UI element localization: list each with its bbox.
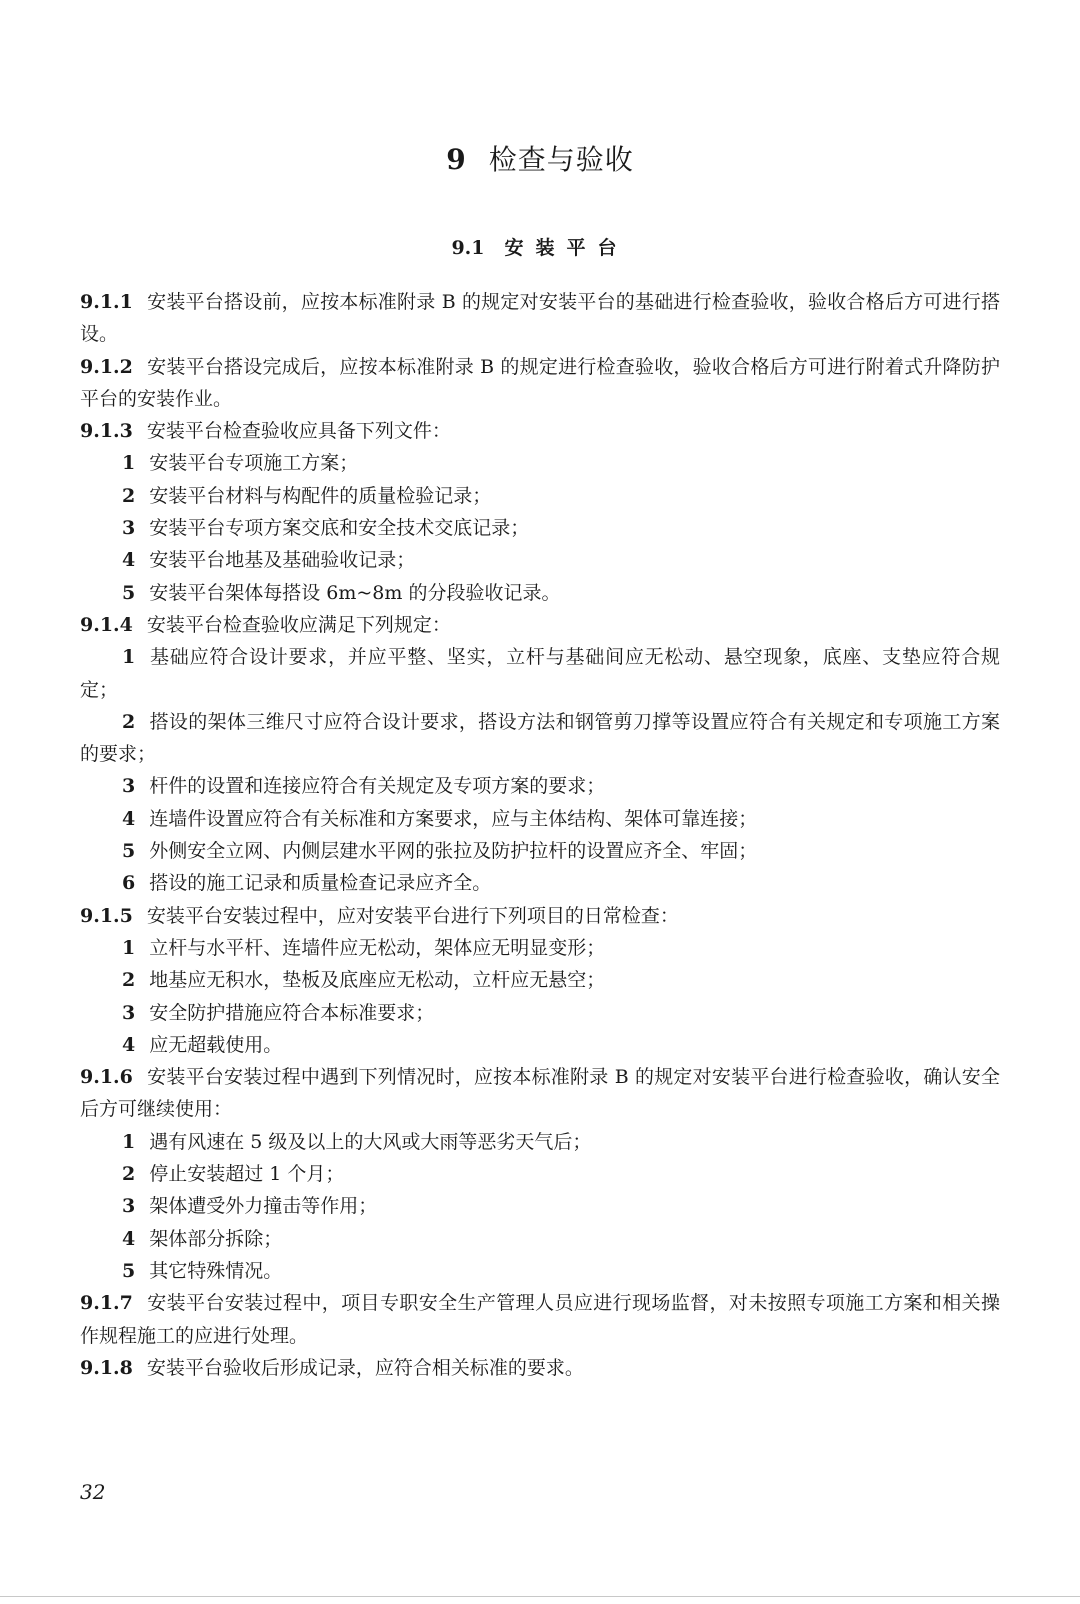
clause-paragraph (80, 415, 1000, 447)
list-item-number: 3 (122, 1001, 136, 1024)
section-number: 9.1 (451, 237, 485, 259)
page-number: 32 (80, 1480, 106, 1504)
list-item-number: 3 (122, 517, 136, 540)
list-item (80, 706, 1000, 771)
list-item (80, 1223, 1000, 1255)
clause-paragraph (80, 286, 1000, 351)
list-item (80, 641, 1000, 706)
list-item-number: 6 (122, 872, 136, 895)
list-item-text: 安装平台架体每搭设 6m~8m 的分段验收记录。 (149, 581, 561, 604)
list-item-text: 安装平台材料与构配件的质量检验记录； (149, 484, 492, 507)
clause-number: 9.1.7 (80, 1292, 133, 1315)
list-item-number: 2 (122, 1163, 136, 1186)
list-item-text: 杆件的设置和连接应符合有关规定及专项方案的要求； (149, 775, 606, 798)
list-item-text: 安装平台地基及基础验收记录； (149, 549, 416, 572)
clause-number: 9.1.3 (80, 420, 133, 443)
list-item-number: 3 (122, 775, 136, 798)
section-title-text: 安装平台 (504, 237, 629, 259)
clause-paragraph (80, 351, 1000, 416)
list-item-number: 1 (122, 936, 136, 959)
list-item-text: 停止安装超过 1 个月； (149, 1163, 345, 1186)
clause-number: 9.1.2 (80, 355, 133, 378)
list-item-text: 外侧安全立网、内侧层建水平网的张拉及防护拉杆的设置应齐全、牢固； (149, 840, 758, 863)
clause-text: 安装平台搭设完成后，应按本标准附录 B 的规定进行检查验收，验收合格后方可进行附着式升降防护平台的安装作业。 (80, 355, 1000, 410)
list-item-number: 1 (122, 646, 136, 669)
list-item-text: 遇有风速在 5 级及以上的大风或大雨等恶劣天气后； (149, 1130, 592, 1153)
list-item (80, 1158, 1000, 1190)
list-item-text: 应无超载使用。 (149, 1033, 283, 1056)
list-item (80, 964, 1000, 996)
list-item (80, 835, 1000, 867)
list-item-number: 4 (122, 1227, 136, 1250)
clause-text: 安装平台检查验收应满足下列规定： (146, 613, 451, 636)
list-item (80, 544, 1000, 576)
clause-paragraph (80, 1352, 1000, 1384)
list-item-text: 安全防护措施应符合本标准要求； (149, 1001, 435, 1024)
list-item (80, 1255, 1000, 1287)
clause-number: 9.1.5 (80, 904, 133, 927)
list-item-text: 地基应无积水，垫板及底座应无松动，立杆应无悬空； (149, 969, 606, 992)
list-item (80, 1190, 1000, 1222)
list-item (80, 512, 1000, 544)
clause-number: 9.1.6 (80, 1066, 133, 1089)
list-item-number: 1 (122, 1130, 136, 1153)
clause-text: 安装平台安装过程中，项目专职安全生产管理人员应进行现场监督，对未按照专项施工方案和相关操作规程施工的应进行处理。 (80, 1292, 1000, 1347)
list-item (80, 1126, 1000, 1158)
list-item-number: 5 (122, 581, 136, 604)
list-item-number: 4 (122, 807, 136, 830)
chapter-title (0, 138, 1080, 178)
list-item (80, 577, 1000, 609)
clause-text: 安装平台安装过程中，应对安装平台进行下列项目的日常检查： (146, 904, 679, 927)
clause-number: 9.1.4 (80, 613, 133, 636)
clause-text: 安装平台搭设前，应按本标准附录 B 的规定对安装平台的基础进行检查验收，验收合格后方可进行搭设。 (80, 291, 1000, 346)
list-item-number: 2 (122, 710, 136, 733)
list-item-text: 其它特殊情况。 (149, 1259, 283, 1282)
list-item-number: 5 (122, 1259, 136, 1282)
clause-text: 安装平台验收后形成记录，应符合相关标准的要求。 (146, 1356, 584, 1379)
list-item-number: 5 (122, 840, 136, 863)
chapter-number: 9 (446, 143, 467, 176)
list-item-text: 立杆与水平杆、连墙件应无松动，架体应无明显变形； (149, 936, 606, 959)
list-item-number: 4 (122, 549, 136, 572)
list-item-number: 3 (122, 1195, 136, 1218)
list-item-text: 连墙件设置应符合有关标准和方案要求，应与主体结构、架体可靠连接； (149, 807, 758, 830)
list-item (80, 480, 1000, 512)
clause-paragraph (80, 1287, 1000, 1352)
chapter-title-text: 检查与验收 (488, 143, 634, 176)
list-item (80, 803, 1000, 835)
list-item-text: 安装平台专项施工方案； (149, 452, 359, 475)
list-item-number: 4 (122, 1033, 136, 1056)
section-title (0, 233, 1080, 260)
clause-number: 9.1.1 (80, 291, 133, 313)
list-item (80, 997, 1000, 1029)
list-item-text: 搭设的施工记录和质量检查记录应齐全。 (149, 872, 492, 895)
list-item (80, 447, 1000, 479)
page-bottom-divider (0, 1596, 1080, 1597)
list-item (80, 770, 1000, 802)
list-item-text: 基础应符合设计要求，并应平整、坚实，立杆与基础间应无松动、悬空现象，底座、支垫应符合规定； (80, 646, 1000, 701)
list-item-text: 架体部分拆除； (149, 1227, 283, 1250)
clause-paragraph (80, 609, 1000, 641)
list-item (80, 1029, 1000, 1061)
clause-text: 安装平台检查验收应具备下列文件： (146, 420, 451, 443)
list-item-text: 搭设的架体三维尺寸应符合设计要求，搭设方法和钢管剪刀撑等设置应符合有关规定和专项施工方案的要求； (80, 710, 1000, 766)
clause-paragraph (80, 1061, 1000, 1126)
list-item (80, 932, 1000, 964)
clause-list (80, 286, 1000, 1384)
list-item-number: 1 (122, 452, 136, 475)
clause-paragraph (80, 900, 1000, 932)
clause-text: 安装平台安装过程中遇到下列情况时，应按本标准附录 B 的规定对安装平台进行检查验收，确认安全后方可继续使用： (80, 1066, 1000, 1121)
list-item (80, 867, 1000, 899)
list-item-text: 安装平台专项方案交底和安全技术交底记录； (149, 517, 530, 540)
list-item-number: 2 (122, 484, 136, 507)
list-item-number: 2 (122, 969, 136, 992)
list-item-text: 架体遭受外力撞击等作用； (149, 1195, 378, 1218)
clause-number: 9.1.8 (80, 1356, 133, 1379)
